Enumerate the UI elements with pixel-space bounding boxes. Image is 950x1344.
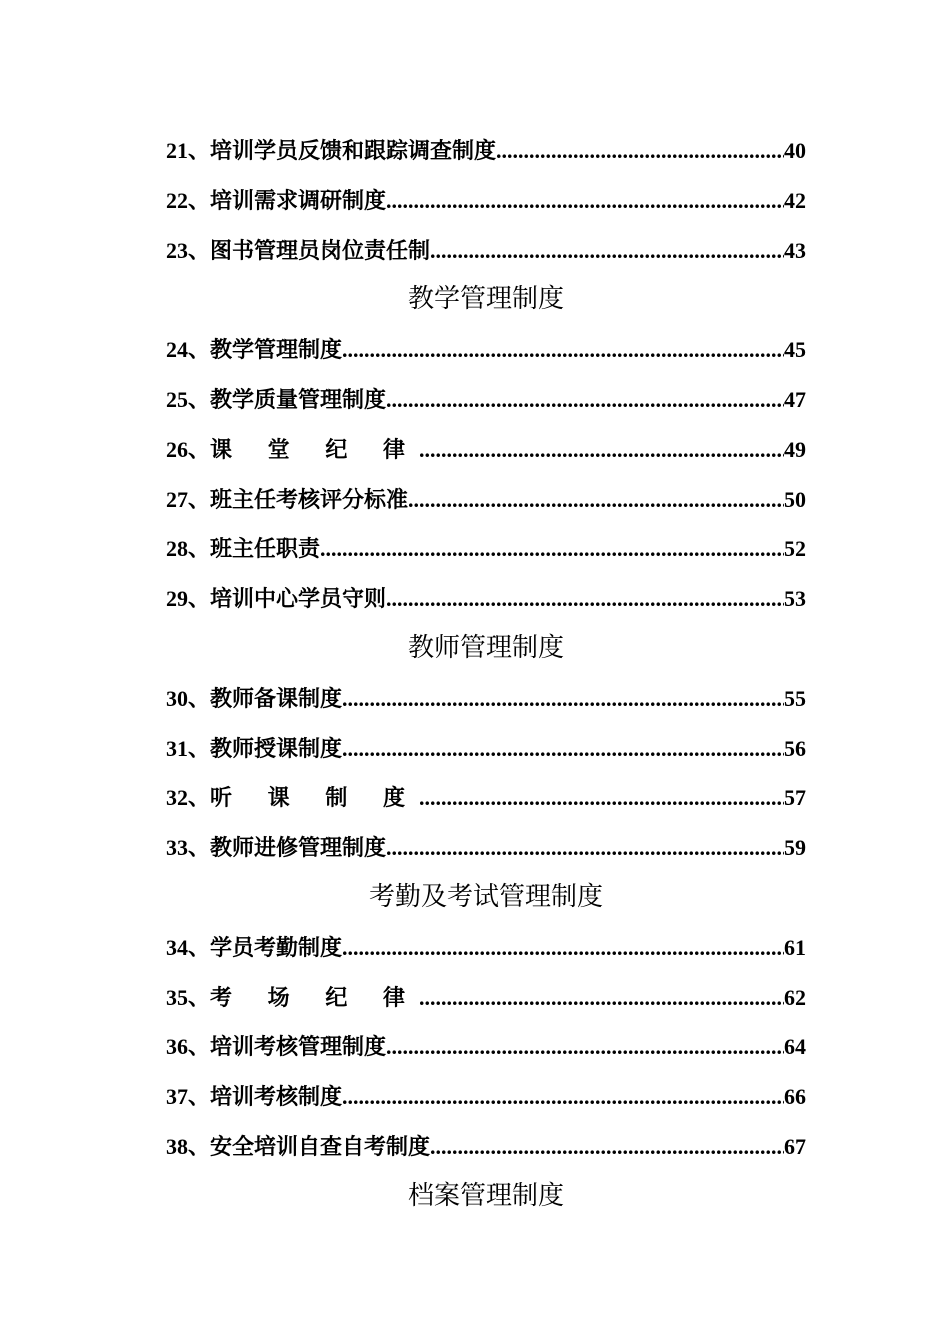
toc-entry-page-number: 52 bbox=[784, 536, 806, 562]
toc-dot-leader bbox=[342, 724, 784, 774]
toc-entry-title: 培训学员反馈和跟踪调查制度 bbox=[210, 138, 497, 164]
toc-entry-number: 34 bbox=[166, 934, 188, 960]
toc-entry-separator: 、 bbox=[188, 536, 211, 563]
toc-entry-title: 考 场 纪 律 bbox=[210, 984, 419, 1011]
toc-entry-title: 教师进修管理制度 bbox=[210, 835, 387, 862]
toc-dot-leader bbox=[496, 126, 784, 176]
toc-dot-leader bbox=[408, 475, 784, 525]
toc-entry-number: 29 bbox=[166, 586, 188, 612]
toc-entry-separator: 、 bbox=[188, 685, 211, 712]
toc-entry-page-number: 56 bbox=[784, 735, 806, 761]
toc-entry-number: 30 bbox=[166, 685, 188, 711]
toc-entry[interactable] bbox=[166, 1122, 806, 1172]
toc-dot-leader bbox=[419, 425, 784, 475]
toc-entry-page-number: 57 bbox=[784, 785, 806, 811]
toc-entry-number: 24 bbox=[166, 337, 188, 363]
toc-dot-leader bbox=[386, 176, 784, 226]
toc-dot-leader bbox=[430, 226, 784, 276]
toc-entry-page-number: 61 bbox=[784, 934, 806, 960]
toc-entry-title: 培训考核管理制度 bbox=[210, 1034, 387, 1061]
toc-entry-number: 38 bbox=[166, 1133, 188, 1159]
toc-entry-title: 图书管理员岗位责任制 bbox=[210, 237, 431, 264]
toc-entry-number: 28 bbox=[166, 536, 188, 562]
toc-entry-title: 培训需求调研制度 bbox=[210, 187, 387, 214]
toc-entry-page-number: 59 bbox=[784, 835, 806, 861]
toc-entry[interactable] bbox=[166, 524, 806, 574]
section-heading: 考勤及考试管理制度 bbox=[368, 881, 603, 912]
toc-entry-page-number: 50 bbox=[784, 486, 806, 512]
toc-entry-title: 安全培训自查自考制度 bbox=[210, 1133, 431, 1160]
toc-entry-number: 26 bbox=[166, 436, 188, 462]
toc-entry-separator: 、 bbox=[188, 486, 211, 513]
toc-entry[interactable] bbox=[166, 126, 806, 176]
toc-entry-page-number: 43 bbox=[784, 237, 806, 263]
toc-dot-leader bbox=[386, 574, 784, 624]
toc-entry-separator: 、 bbox=[188, 237, 211, 264]
toc-entry-page-number: 45 bbox=[784, 337, 806, 363]
toc-entry-number: 37 bbox=[166, 1084, 188, 1110]
toc-entry-number: 35 bbox=[166, 984, 188, 1010]
toc-entry-separator: 、 bbox=[188, 735, 211, 762]
toc-dot-leader bbox=[342, 923, 784, 973]
toc-dot-leader bbox=[342, 674, 784, 724]
toc-entry-separator: 、 bbox=[188, 1034, 211, 1061]
toc-entry-page-number: 62 bbox=[784, 984, 806, 1010]
toc-entry-number: 31 bbox=[166, 735, 188, 761]
toc-entry-page-number: 55 bbox=[784, 685, 806, 711]
toc-entry[interactable] bbox=[166, 1072, 806, 1122]
toc-entry-page-number: 40 bbox=[784, 138, 806, 163]
section-heading: 档案管理制度 bbox=[407, 1180, 564, 1211]
toc-entry[interactable] bbox=[166, 176, 806, 226]
toc-entry[interactable] bbox=[166, 923, 806, 973]
toc-entry-title: 课 堂 纪 律 bbox=[210, 436, 419, 463]
toc-entry[interactable] bbox=[166, 773, 806, 823]
toc-entry-separator: 、 bbox=[188, 934, 211, 961]
toc-entry-separator: 、 bbox=[188, 835, 211, 862]
toc-entry-title: 学员考勤制度 bbox=[210, 934, 343, 961]
toc-entry[interactable] bbox=[166, 674, 806, 724]
toc-dot-leader bbox=[342, 1072, 784, 1122]
toc-entry-page-number: 42 bbox=[784, 187, 806, 213]
toc-entry-title: 教师授课制度 bbox=[210, 735, 343, 762]
toc-entry-separator: 、 bbox=[188, 785, 211, 812]
toc-entry-number: 22 bbox=[166, 187, 188, 213]
toc-dot-leader bbox=[386, 823, 784, 873]
toc-entry[interactable] bbox=[166, 823, 806, 873]
toc-entry-page-number: 53 bbox=[784, 586, 806, 612]
toc-entry-number: 21 bbox=[166, 138, 188, 163]
table-of-contents bbox=[166, 126, 806, 1222]
toc-entry-title: 班主任考核评分标准 bbox=[210, 486, 409, 513]
toc-entry-title: 听 课 制 度 bbox=[210, 785, 419, 812]
toc-entry-number: 32 bbox=[166, 785, 188, 811]
toc-entry-separator: 、 bbox=[188, 386, 211, 413]
toc-entry-number: 23 bbox=[166, 237, 188, 263]
toc-dot-leader bbox=[419, 973, 784, 1023]
toc-entry-page-number: 67 bbox=[784, 1133, 806, 1159]
toc-entry-separator: 、 bbox=[188, 984, 211, 1011]
toc-entry-page-number: 49 bbox=[784, 436, 806, 462]
toc-dot-leader bbox=[419, 773, 784, 823]
toc-entry-number: 27 bbox=[166, 486, 188, 512]
toc-entry-title: 教学质量管理制度 bbox=[210, 386, 387, 413]
section-heading: 教师管理制度 bbox=[407, 632, 564, 663]
toc-entry-title: 教学管理制度 bbox=[210, 337, 343, 364]
toc-entry-separator: 、 bbox=[188, 1084, 211, 1111]
toc-entry[interactable] bbox=[166, 325, 806, 375]
toc-entry-page-number: 47 bbox=[784, 386, 806, 412]
toc-entry[interactable] bbox=[166, 375, 806, 425]
toc-entry-page-number: 64 bbox=[784, 1034, 806, 1060]
toc-entry-number: 36 bbox=[166, 1034, 188, 1060]
toc-entry-title: 培训中心学员守则 bbox=[210, 586, 387, 613]
toc-entry-number: 25 bbox=[166, 386, 188, 412]
toc-entry[interactable] bbox=[166, 475, 806, 525]
toc-entry-separator: 、 bbox=[188, 1133, 211, 1160]
toc-entry[interactable] bbox=[166, 226, 806, 276]
toc-entry[interactable] bbox=[166, 724, 806, 774]
toc-entry-separator: 、 bbox=[188, 138, 211, 164]
toc-entry-page-number: 66 bbox=[784, 1084, 806, 1110]
toc-entry-separator: 、 bbox=[188, 586, 211, 613]
section-heading: 教学管理制度 bbox=[407, 284, 564, 315]
toc-dot-leader bbox=[386, 1022, 784, 1072]
toc-entry-separator: 、 bbox=[188, 187, 211, 214]
toc-entry[interactable] bbox=[166, 574, 806, 624]
toc-entry[interactable] bbox=[166, 1022, 806, 1072]
toc-entry-separator: 、 bbox=[188, 436, 211, 463]
toc-entry[interactable] bbox=[166, 973, 806, 1023]
toc-entry-number: 33 bbox=[166, 835, 188, 861]
toc-dot-leader bbox=[430, 1122, 784, 1172]
toc-entry-title: 培训考核制度 bbox=[210, 1084, 343, 1111]
toc-entry[interactable] bbox=[166, 425, 806, 475]
toc-entry-title: 教师备课制度 bbox=[210, 685, 343, 712]
toc-entry-separator: 、 bbox=[188, 337, 211, 364]
toc-dot-leader bbox=[320, 524, 784, 574]
toc-entry-title: 班主任职责 bbox=[210, 536, 321, 563]
toc-dot-leader bbox=[386, 375, 784, 425]
toc-dot-leader bbox=[342, 325, 784, 375]
